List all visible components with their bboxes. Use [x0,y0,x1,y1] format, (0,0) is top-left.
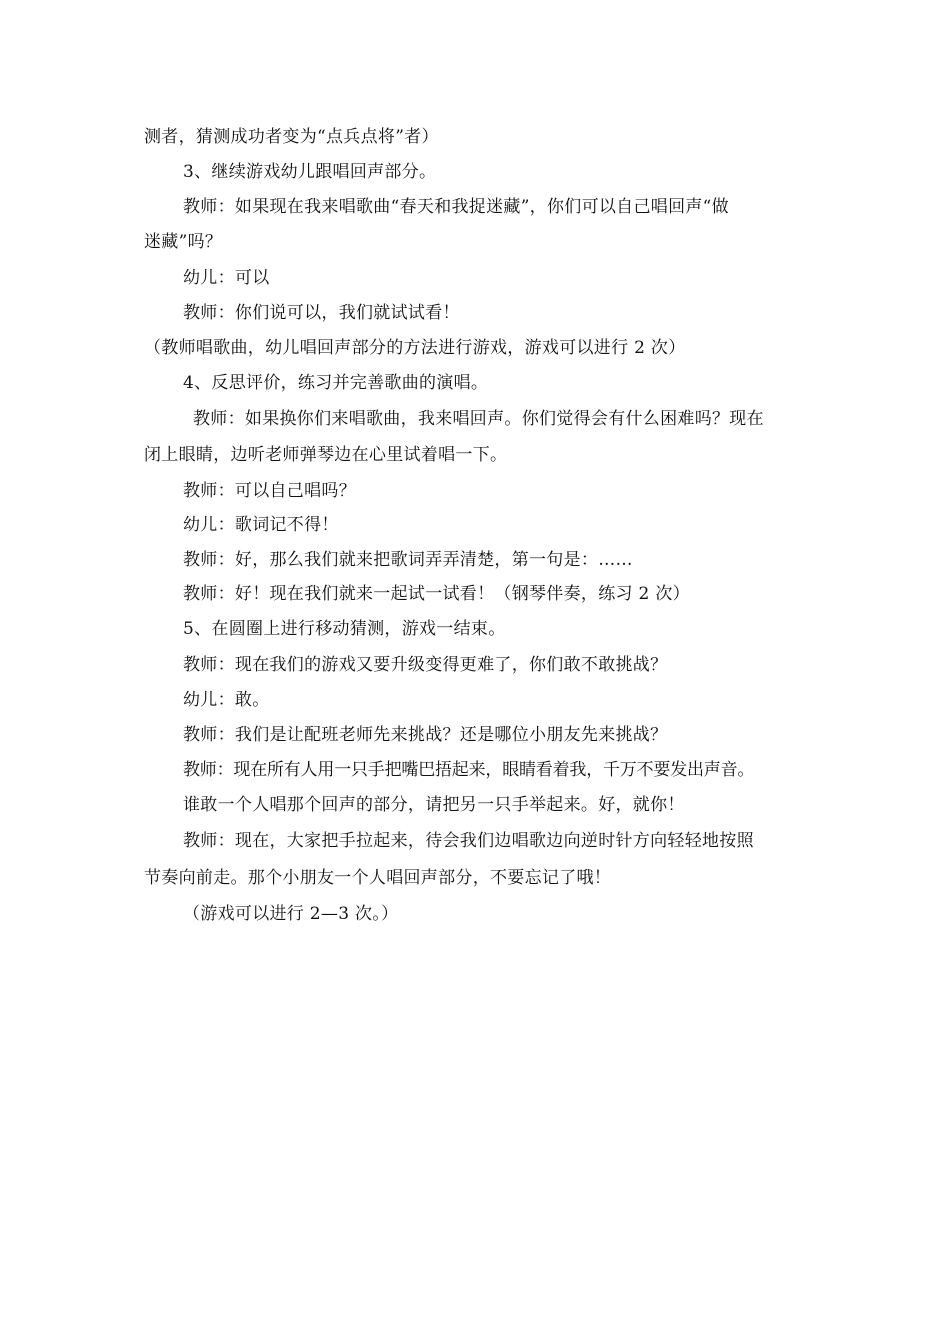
text-line: 教师：现在我们的游戏又要升级变得更难了，你们敢不敢挑战？ [183,655,668,675]
section-heading: 5、在圆圈上进行移动猜测，游戏一结束。 [183,619,506,639]
text-line: 教师：好，那么我们就来把歌词弄弄清楚，第一句是：…… [183,550,633,570]
text-line: 教师：好！现在我们就来一起试一试看！（钢琴伴奏，练习 2 次） [183,584,690,604]
text-line: 教师：可以自己唱吗？ [183,481,356,501]
text-line: 教师：现在，大家把手拉起来，待会我们边唱歌边向逆时针方向轻轻地按照 [183,831,754,851]
text-line: 教师：如果换你们来唱歌曲，我来唱回声。你们觉得会有什么困难吗？现在 [193,409,764,429]
text-line: 教师：你们说可以，我们就试试看！ [183,303,460,323]
text-line: 幼儿：敢。 [183,690,270,710]
text-line: 教师：我们是让配班老师先来挑战？还是哪位小朋友先来挑战？ [183,725,668,745]
text-line: 幼儿：可以 [183,268,270,288]
text-line: 测者，猜测成功者变为“点兵点将”者） [144,127,439,147]
section-heading: 3、继续游戏幼儿跟唱回声部分。 [183,162,437,182]
text-line: （游戏可以进行 2—3 次。） [183,904,399,924]
text-line: （教师唱歌曲，幼儿唱回声部分的方法进行游戏，游戏可以进行 2 次） [144,338,686,358]
text-line: 节奏向前走。那个小朋友一个人唱回声部分，不要忘记了哦！ [144,868,612,888]
text-line: 迷藏”吗？ [144,232,223,252]
text-line: 谁敢一个人唱那个回声的部分，请把另一只手举起来。好，就你！ [183,795,685,815]
text-line: 幼儿：歌词记不得！ [183,515,339,535]
text-line: 教师：现在所有人用一只手把嘴巴捂起来，眼睛看着我，千万不要发出声音。 [183,760,755,780]
text-line: 闭上眼睛，边听老师弹琴边在心里试着唱一下。 [144,445,508,465]
text-line: 教师：如果现在我来唱歌曲“春天和我捉迷藏”，你们可以自己唱回声“做 [183,197,729,217]
section-heading: 4、反思评价，练习并完善歌曲的演唱。 [183,373,489,393]
